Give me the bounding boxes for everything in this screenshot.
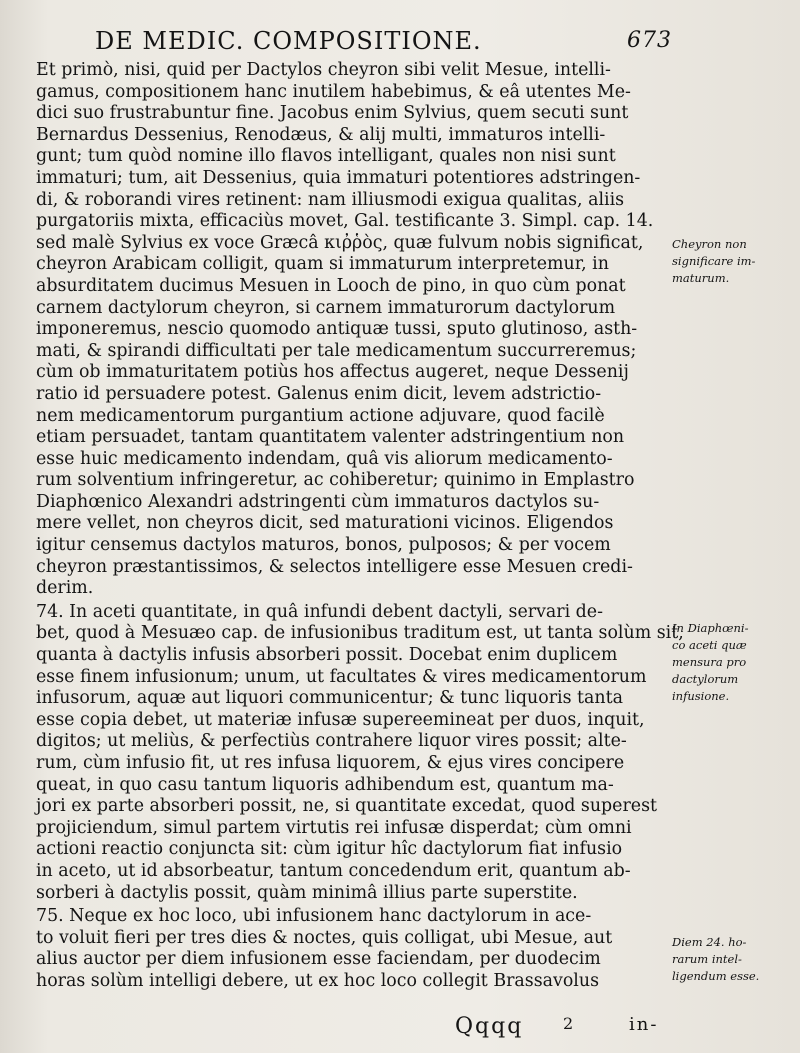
page-header [95, 26, 672, 56]
main-text-column [36, 60, 684, 993]
text-line: igitur censemus dactylos maturos, bonos, pulposos; & per vocem [36, 535, 611, 556]
text-line: ratio id persuadere potest. Galenus enim dicit, levem adstrictio- [36, 383, 602, 404]
text-line: projiciendum, simul partem virtutis rei infusæ disperdat; cùm omni [36, 817, 632, 838]
section-74-start: 74. In aceti quantitate, in quâ infundi debent dactyli, servari de- [36, 601, 603, 622]
margin-note-cheyron [672, 236, 797, 287]
margin-note-line: In Diaphœni- [672, 621, 749, 635]
margin-note-line: Diem 24. ho- [672, 935, 747, 949]
text-line: etiam persuadet, tantam quantitatem valenter adstringentium non [36, 427, 625, 448]
section-75-start: 75. Neque ex hoc loco, ubi infusionem hanc dactylorum in ace- [36, 906, 592, 927]
text-line: quanta à dactylis infusis absorberi possit. Docebat enim duplicem [36, 645, 618, 666]
text-line: horas solùm intelligi debere, ut ex hoc loco collegit Brassavolus [36, 970, 599, 991]
text-line: cheyron Arabicam colligit, quam si immaturum interpretemur, in [36, 254, 609, 275]
catchword: in- [629, 1014, 659, 1035]
text-line: queat, in quo casu tantum liquoris adhibendum est, quantum ma- [36, 774, 614, 795]
text-line: mere vellet, non cheyros dicit, sed maturationi vicinos. Eligendos [36, 513, 614, 534]
text-line: rum, cùm infusio fit, ut res infusa liquorem, & ejus vires concipere [36, 753, 625, 773]
text-line: dici suo frustrabuntur fine. Jacobus enim Sylvius, quem secuti sunt [36, 103, 629, 124]
margin-note-line: significare im- [672, 254, 756, 268]
signature-mark: Qqqq [455, 1014, 524, 1039]
text-line: infusorum, aquæ aut liquori communicentur; & tunc liquoris tanta [36, 688, 623, 709]
page-number: 673 [627, 28, 672, 53]
text-line: absurditatem ducimus Mesuen in Looch de pino, in quo cùm ponat [36, 275, 626, 296]
text-line: carnem dactylorum cheyron, si carnem immaturorum dactylorum [36, 297, 616, 318]
text-line: cùm ob immaturitatem potiùs hos affectus augeret, neque Dessenij [36, 362, 629, 383]
text-line: imponeremus, nescio quomodo antiquæ tussi, sputo glutinoso, asth- [36, 319, 638, 340]
margin-note-line: infusione. [672, 689, 730, 703]
text-line: sorberi à dactylis possit, quàm minimâ illius parte superstite. [36, 882, 578, 903]
text-line: gunt; tum quòd nomine illo flavos intelligant, quales non nisi sunt [36, 146, 616, 167]
text-line: actioni reactio conjuncta sit: cùm igitur hîc dactylorum fiat infusio [36, 839, 623, 860]
running-title: DE MEDIC. COMPOSITIONE. [95, 27, 482, 55]
text-line: esse finem infusionum; unum, ut facultates & vires medicamentorum [36, 666, 647, 687]
text-line: purgatoriis mixta, efficaciùs movet, Gal. testificante 3. Simpl. cap. 14. [36, 211, 654, 232]
text-line: mati, & spirandi difficultati per tale medicamentum succurreremus; [36, 340, 637, 361]
text-line: Et primò, nisi, quid per Dactylos cheyron sibi velit Mesue, intelli- [36, 60, 611, 80]
text-line: nem medicamentorum purgantium actione adjuvare, quod facilè [36, 405, 605, 426]
text-line: sed malè Sylvius ex voce Græcâ κιῤῥὸς, quæ fulvum nobis significat, [36, 232, 644, 253]
text-line: cheyron præstantissimos, & selectos intelligere esse Mesuen credi- [36, 556, 633, 577]
margin-note-line: ligendum esse. [672, 969, 760, 983]
margin-note-diaphoenico [672, 620, 797, 705]
text-line: esse huic medicamento indendam, quâ vis aliorum medicamento- [36, 448, 613, 469]
margin-note-diem [672, 934, 797, 985]
margin-note-line: rarum intel- [672, 952, 742, 966]
text-line: derim. [36, 578, 94, 599]
text-line: jori ex parte absorberi possit, ne, si quantitate excedat, quod superest [36, 796, 657, 817]
text-line: immaturi; tum, ait Dessenius, quia immaturi potentiores adstringen- [36, 167, 641, 188]
text-line: Diaphœnico Alexandri adstringenti cùm immaturos dactylos su- [36, 491, 600, 512]
text-line: di, & roborandi vires retinent: nam illiusmodi exigua qualitas, aliis [36, 189, 625, 210]
margin-note-line: mensura pro [672, 655, 747, 669]
text-line: alius auctor per diem infusionem esse faciendam, per duodecim [36, 949, 601, 970]
text-line: rum solventium infringeretur, ac cohiberetur; quinimo in Emplastro [36, 470, 635, 491]
margin-note-line: maturum. [672, 271, 730, 285]
text-line: digitos; ut meliùs, & perfectiùs contrahere liquor vires possit; alte- [36, 731, 627, 752]
margin-note-line: dactylorum [672, 672, 739, 686]
text-line: in aceto, ut id absorbeatur, tantum concedendum erit, quantum ab- [36, 860, 631, 881]
margin-note-line: co aceti quæ [672, 638, 747, 652]
text-line: bet, quod à Mesuæo cap. de infusionibus traditum est, ut tanta solùm sit, [36, 623, 684, 644]
text-line: Bernardus Dessenius, Renodæus, & alij multi, immaturos intelli- [36, 124, 606, 145]
text-line: to voluit fieri per tres dies & noctes, quis colligat, ubi Mesue, aut [36, 927, 613, 948]
page-footer [455, 1014, 659, 1039]
text-line: gamus, compositionem hanc inutilem habebimus, & eâ utentes Me- [36, 81, 631, 102]
text-line: esse copia debet, ut materiæ infusæ supereemineat per duos, inquit, [36, 709, 645, 730]
signature-number: 2 [563, 1014, 576, 1033]
margin-note-line: Cheyron non [672, 237, 747, 251]
